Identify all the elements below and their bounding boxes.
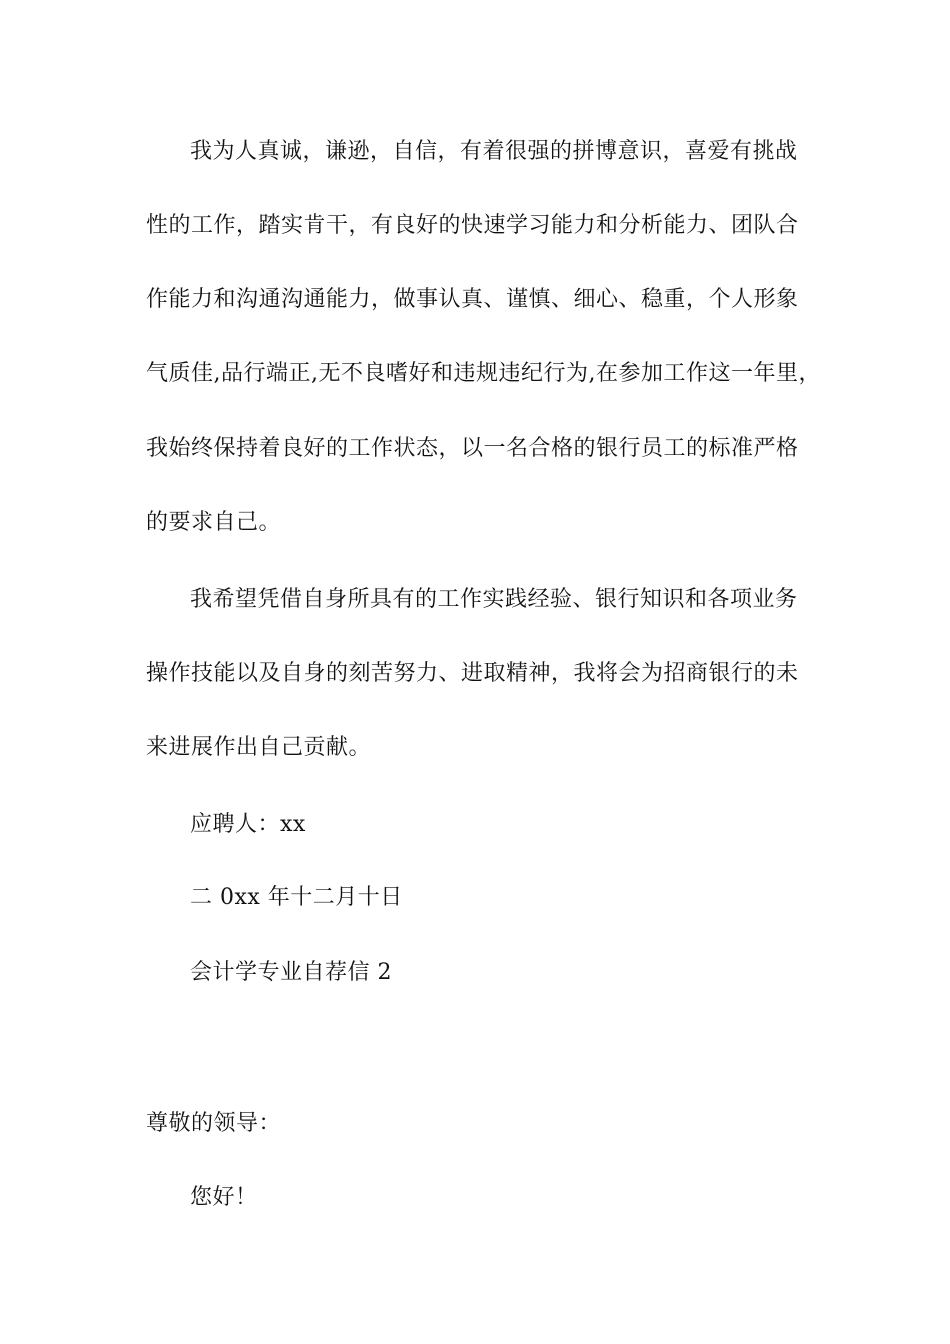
section-title: 会计学专业自荐信 2: [190, 960, 392, 985]
salutation: 尊敬的领导：: [146, 1111, 282, 1136]
date-line: 二 0xx 年十二月十日: [190, 885, 403, 910]
paragraph-2-line-2: 操作技能以及自身的刻苦努力、进取精神，我将会为招商银行的未: [146, 661, 799, 686]
paragraph-1-line-4: 气质佳,品行端正,无不良嗜好和违规违纪行为,在参加工作这一年里，: [146, 361, 821, 386]
paragraph-2-line-1: 我希望凭借自身所具有的工作实践经验、银行知识和各项业务: [190, 587, 798, 612]
greeting: 您好！: [190, 1185, 258, 1210]
paragraph-1-line-6: 的要求自己。: [146, 510, 282, 535]
signature-line: 应聘人：xx: [190, 812, 306, 837]
paragraph-2-line-3: 来进展作出自己贡献。: [146, 735, 372, 760]
paragraph-1-line-5: 我始终保持着良好的工作状态，以一名合格的银行员工的标准严格: [146, 436, 799, 461]
paragraph-1-line-2: 性的工作，踏实肯干，有良好的快速学习能力和分析能力、团队合: [146, 213, 799, 238]
paragraph-1-line-3: 作能力和沟通沟通能力，做事认真、谨慎、细心、稳重，个人形象: [146, 287, 799, 312]
paragraph-1-line-1: 我为人真诚，谦逊，自信，有着很强的拼博意识，喜爱有挑战: [190, 139, 798, 164]
